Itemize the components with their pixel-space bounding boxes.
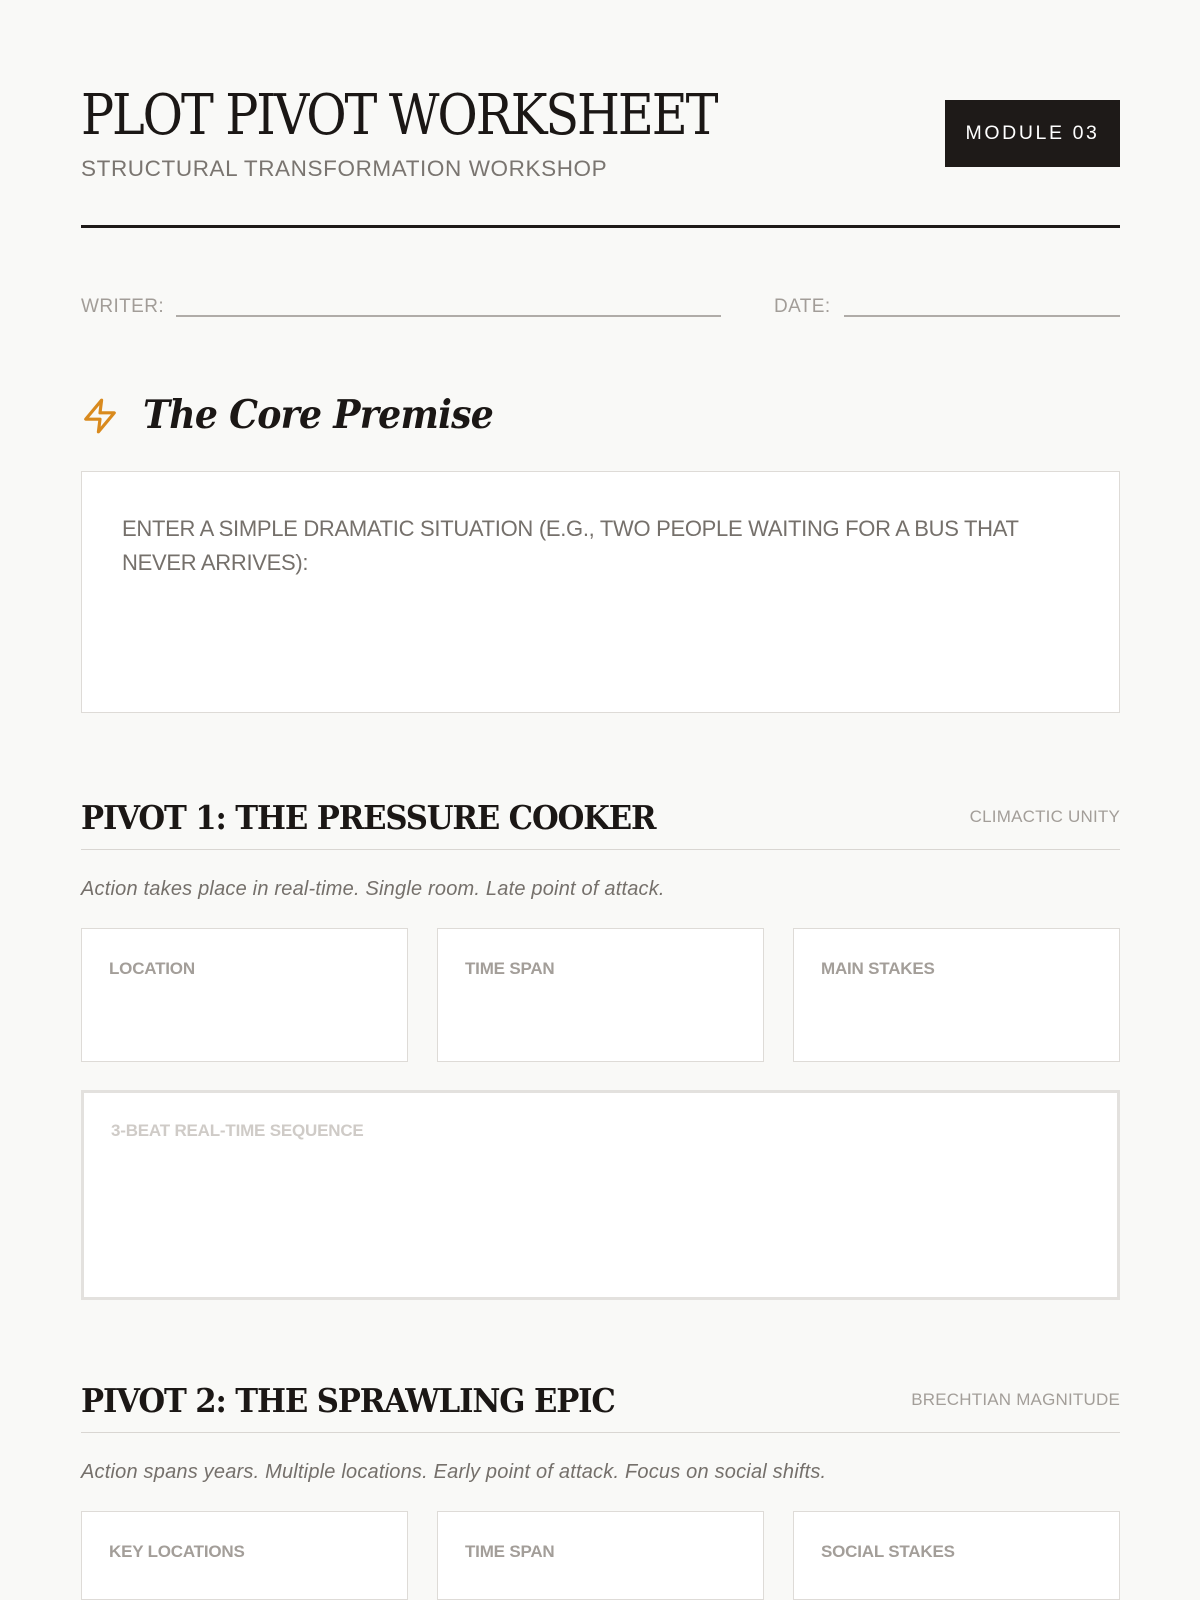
real-time-sequence-field[interactable] bbox=[81, 1090, 1120, 1300]
writer-field[interactable] bbox=[176, 315, 721, 317]
pivot-divider bbox=[81, 1432, 1120, 1433]
pivot-2-section bbox=[81, 1379, 1120, 1600]
field-label: TIME SPAN bbox=[465, 959, 555, 978]
field-label: SOCIAL STAKES bbox=[821, 1542, 955, 1561]
field-label: MAIN STAKES bbox=[821, 959, 935, 978]
writer-label: WRITER: bbox=[81, 296, 165, 317]
worksheet-header bbox=[81, 84, 1120, 230]
page-subtitle: STRUCTURAL TRANSFORMATION WORKSHOP bbox=[81, 156, 608, 181]
social-stakes-field[interactable] bbox=[793, 1511, 1120, 1600]
time-span-field[interactable] bbox=[437, 928, 764, 1062]
pivot-divider bbox=[81, 849, 1120, 850]
writer-date-row bbox=[81, 296, 1120, 326]
main-stakes-field[interactable] bbox=[793, 928, 1120, 1062]
field-label: KEY LOCATIONS bbox=[109, 1542, 245, 1561]
date-label: DATE: bbox=[774, 296, 831, 317]
pivot-tag: CLIMACTIC UNITY bbox=[969, 807, 1120, 826]
premise-input-box[interactable] bbox=[81, 471, 1120, 713]
date-field[interactable] bbox=[844, 315, 1120, 317]
pivot-title: PIVOT 1: THE PRESSURE COOKER bbox=[81, 798, 656, 837]
module-badge: MODULE 03 bbox=[945, 100, 1120, 167]
field-label: LOCATION bbox=[109, 959, 195, 978]
pivot-tag: BRECHTIAN MAGNITUDE bbox=[911, 1390, 1120, 1409]
pivot-description: Action takes place in real-time. Single room. Late point of attack. bbox=[81, 878, 665, 900]
page-title: PLOT PIVOT WORKSHEET bbox=[81, 83, 717, 148]
premise-heading bbox=[81, 390, 681, 450]
time-span-field[interactable] bbox=[437, 1511, 764, 1600]
lightning-bolt-icon bbox=[81, 396, 119, 436]
pivot-1-section bbox=[81, 796, 1120, 1306]
pivot-title: PIVOT 2: THE SPRAWLING EPIC bbox=[81, 1381, 615, 1420]
header-divider bbox=[81, 225, 1120, 228]
sequence-label: 3-BEAT REAL-TIME SEQUENCE bbox=[111, 1121, 364, 1140]
key-locations-field[interactable] bbox=[81, 1511, 408, 1600]
premise-prompt: ENTER A SIMPLE DRAMATIC SITUATION (E.G., TWO PEOPLE WAITING FOR A BUS THAT NEVER ARRIVES): bbox=[122, 516, 1019, 575]
premise-title: The Core Premise bbox=[143, 392, 494, 438]
field-label: TIME SPAN bbox=[465, 1542, 555, 1561]
location-field[interactable] bbox=[81, 928, 408, 1062]
pivot-description: Action spans years. Multiple locations. Early point of attack. Focus on social shifts. bbox=[81, 1461, 827, 1483]
